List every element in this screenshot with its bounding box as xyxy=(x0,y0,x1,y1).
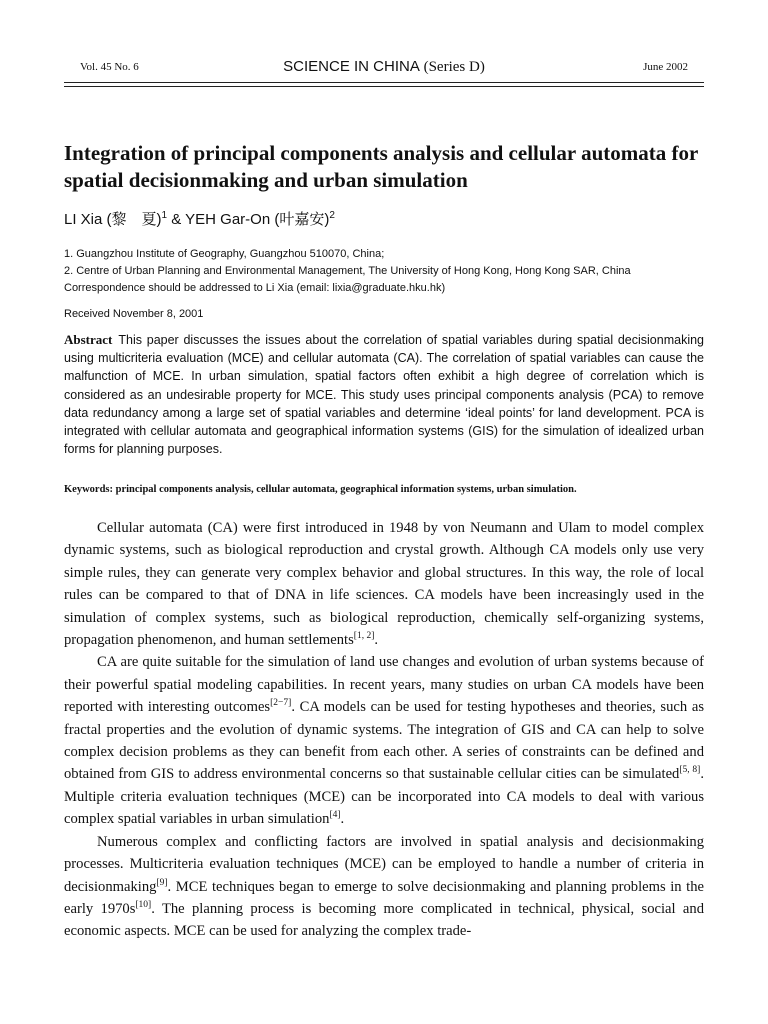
correspondence-note: Correspondence should be addressed to Li Xia (email: lixia@graduate.hku.hk) xyxy=(64,282,446,294)
author-2: YEH Gar-On (叶嘉安) xyxy=(185,211,330,228)
paragraph-text: . The planning process is becoming more complicated in technical, physical, social and economic aspects. MCE can be used for analyzing the complex trade- xyxy=(64,900,704,940)
paragraph-2 xyxy=(64,651,704,830)
volume-issue: Vol. 45 No. 6 xyxy=(80,61,139,73)
abstract-text: This paper discusses the issues about the correlation of spatial variables during spatial decisionmaking using multicriteria evaluation (MCE) and cellular automata (CA). The correlation of spatial variables can cause the malfunction of MCE. In urban simulation, spatial factors often exhibit a high degree of correlation which is considered as an undesirable property for MCE. This study uses principal components analysis (PCA) to remove data redundancy among a large set of spatial variables and determine ‘ideal points’ for land development. PCA is integrated with cellular automata and geographical information systems (GIS) for the simulation of idealized urban forms for planning purposes. xyxy=(64,333,704,457)
paragraph-1 xyxy=(64,517,704,651)
journal-series: (Series D) xyxy=(423,59,485,75)
author-1: LI Xia (黎 夏) xyxy=(64,211,162,228)
received-date: Received November 8, 2001 xyxy=(64,308,204,320)
citation: [2−7] xyxy=(270,698,292,709)
abstract-label: Abstract xyxy=(64,332,113,347)
affiliation-2: 2. Centre of Urban Planning and Environmental Management, The University of Hong Kong, Hong Kong SAR, China xyxy=(64,265,631,277)
journal-name xyxy=(64,58,704,76)
citation: [1, 2] xyxy=(353,631,375,642)
paragraph-end: . xyxy=(374,632,379,649)
header-rule-bottom xyxy=(64,86,704,87)
paragraph-text: Cellular automata (CA) were first introduced in 1948 by von Neumann and Ulam to model complex dynamic systems, such as biological reproduction and crystal growth. Although CA models only use very simple rules, they can generate very complex behavior and global structures. In this way, the role of local rules can be compared to that of DNA in life sciences. CA models have been increasingly used in the simulation of complex systems, such as biological reproduction, chemically self-organizing systems, propagation phenomenon, and human settlements xyxy=(64,520,704,649)
paragraph-text: CA are quite suitable for the simulation of land use changes and evolution of urban systems because of their powerful spatial modeling capabilities. In recent years, many studies on urban CA models have been reported with interesting outcomes xyxy=(64,654,704,716)
paragraph-text: . Multiple criteria evaluation techniques (MCE) can be incorporated into CA models to deal with various complex spatial variables in urban simulation xyxy=(64,766,704,828)
paragraph-3 xyxy=(64,831,704,943)
citation: [10] xyxy=(135,900,152,911)
citation: [4] xyxy=(329,810,341,821)
abstract xyxy=(64,331,704,458)
journal-title: SCIENCE IN CHINA xyxy=(283,58,420,75)
paragraph-text: . MCE techniques began to emerge to solve decisionmaking and planning problems in the early 1970s xyxy=(64,878,704,917)
author-separator: & xyxy=(167,211,186,228)
paper-title: Integration of principal components analysis and cellular automata for spatial decisionmaking and urban simulation xyxy=(64,141,698,192)
paragraph-text: . CA models can be used for testing hypotheses and theories, such as fractal properties and the evolution of dynamic systems. The integration of GIS and CA can help to solve complex decision problems as they can benefit from each other. A series of constraints can be defined and obtained from GIS to address environmental concerns so that sustainable cellular cities can be simulated xyxy=(64,699,705,783)
author-line xyxy=(64,208,704,229)
author-2-affil-mark: 2 xyxy=(329,210,335,221)
running-header xyxy=(64,58,704,80)
paragraph-text: Numerous complex and conflicting factors are involved in spatial analysis and decisionmaking processes. Multicriteria evaluation techniques (MCE) can be employed to handle a number of criteria in decisionmaking xyxy=(64,833,704,895)
issue-date: June 2002 xyxy=(643,61,688,73)
keywords: Keywords: principal components analysis, cellular automata, geographical information systems, urban simulation. xyxy=(64,484,577,495)
citation: [5, 8] xyxy=(679,765,701,776)
author-1-affil-mark: 1 xyxy=(161,210,168,221)
affiliation-1: 1. Guangzhou Institute of Geography, Guangzhou 510070, China; xyxy=(64,248,385,260)
body-text xyxy=(64,517,704,943)
paragraph-end: . xyxy=(340,811,345,828)
citation: [9] xyxy=(156,877,168,888)
header-rule-top xyxy=(64,82,704,83)
